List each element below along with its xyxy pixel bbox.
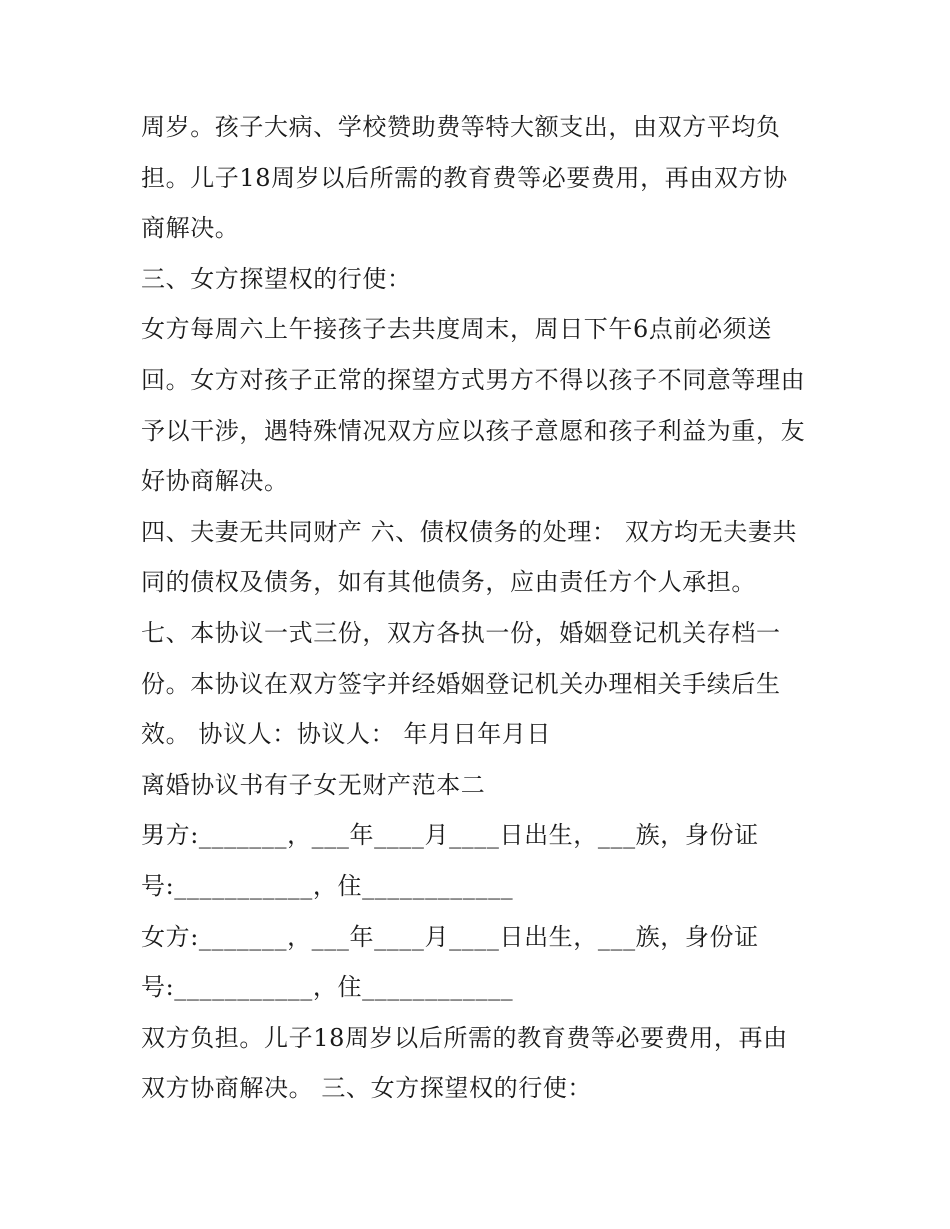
text-line: 份。本协议在双方签字并经婚姻登记机关办理相关手续后生 (141, 669, 781, 698)
text-line: 女方每周六上午接孩子去共度周末，周日下午6点前必须送 (141, 315, 772, 344)
text-line: 七、本协议一式三份，双方各执一份，婚姻登记机关存档一 (141, 618, 781, 647)
text-line: 双方负担。儿子18周岁以后所需的教育费等必要费用，再由 (141, 1023, 788, 1052)
text-line: 予以干涉，遇特殊情况双方应以孩子意愿和孩子利益为重，友 (141, 416, 806, 445)
text-line: 商解决。 (141, 214, 240, 243)
signature-line: 效。 协议人：协议人： 年月日年月日 (141, 720, 552, 749)
text-line: 回。女方对孩子正常的探望方式男方不得以孩子不同意等理由 (141, 365, 806, 394)
text-line: 好协商解决。 (141, 467, 289, 496)
female-party-id-line: 号:___________，住____________ (141, 973, 514, 1002)
text-line: 周岁。孩子大病、学校赞助费等特大额支出，由双方平均负 (141, 113, 781, 141)
text-line: 四、夫妻无共同财产 六、债权债务的处理： 双方均无夫妻共 (141, 517, 798, 546)
section-heading: 三、女方探望权的行使： (141, 264, 412, 293)
text-line: 同的债权及债务，如有其他债务，应由责任方个人承担。 (141, 568, 756, 597)
male-party-line: 男方:_______，___年____月____日出生，___族，身份证 (141, 821, 759, 850)
female-party-line: 女方:_______，___年____月____日出生，___族，身份证 (141, 922, 759, 951)
text-line: 担。儿子18周岁以后所需的教育费等必要费用，再由双方协 (141, 163, 788, 192)
document-title: 离婚协议书有子女无财产范本二 (141, 770, 486, 799)
male-party-id-line: 号:___________，住____________ (141, 871, 514, 900)
text-line: 双方协商解决。 三、女方探望权的行使： (141, 1074, 593, 1103)
document-body (141, 102, 831, 1114)
